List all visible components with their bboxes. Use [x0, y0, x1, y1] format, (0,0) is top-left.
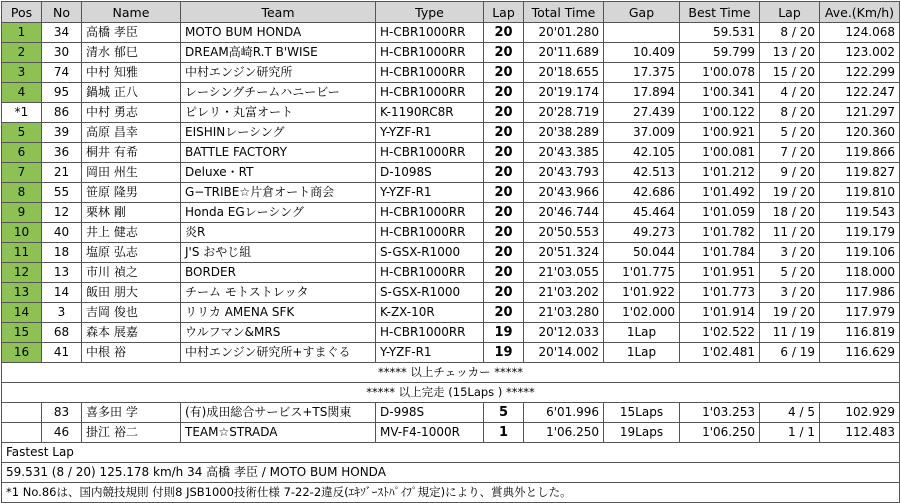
total-time-cell: 21'03.202 [524, 283, 604, 303]
rider-name-cell: 中村 知雅 [82, 63, 181, 83]
gap-cell: 50.044 [604, 243, 680, 263]
total-time-cell: 20'12.033 [524, 323, 604, 343]
rider-name-cell: 森本 展嘉 [82, 323, 181, 343]
pos-cell: 16 [2, 343, 42, 363]
header-best-time: Best Time [680, 2, 760, 23]
best-time-cell: 59.531 [680, 23, 760, 43]
fastest-lap-row [2, 463, 900, 483]
best-time-cell: 1'01.914 [680, 303, 760, 323]
laps-cell: 20 [484, 203, 524, 223]
machine-type-cell: H-CBR1000RR [376, 223, 484, 243]
rider-name-cell: 飯田 朋大 [82, 283, 181, 303]
pos-cell [2, 423, 42, 443]
machine-type-cell: Y-YZF-R1 [376, 343, 484, 363]
machine-type-cell: D-998S [376, 403, 484, 423]
table-row [2, 143, 900, 163]
gap-cell: 17.375 [604, 63, 680, 83]
laps-cell: 20 [484, 63, 524, 83]
fastest-lap-title-row [2, 443, 900, 463]
gap-cell: 45.464 [604, 203, 680, 223]
best-lap-cell: 19 / 20 [760, 303, 820, 323]
pos-cell: 4 [2, 83, 42, 103]
machine-type-cell: H-CBR1000RR [376, 43, 484, 63]
team-cell: Honda EGレーシング [181, 203, 376, 223]
header-pos: Pos [2, 2, 42, 23]
best-lap-cell: 4 / 20 [760, 83, 820, 103]
average-speed-cell: 117.979 [820, 303, 900, 323]
rider-name-cell: 高橋 孝臣 [82, 23, 181, 43]
average-speed-cell: 119.543 [820, 203, 900, 223]
laps-cell: 20 [484, 103, 524, 123]
table-row [2, 303, 900, 323]
best-lap-cell: 19 / 20 [760, 183, 820, 203]
gap-cell: 42.513 [604, 163, 680, 183]
table-row [2, 203, 900, 223]
rider-name-cell: 吉岡 俊也 [82, 303, 181, 323]
best-lap-cell: 15 / 20 [760, 63, 820, 83]
average-speed-cell: 112.483 [820, 423, 900, 443]
team-cell: ウルフマン&MRS [181, 323, 376, 343]
laps-cell: 20 [484, 123, 524, 143]
total-time-cell: 20'14.002 [524, 343, 604, 363]
table-row [2, 183, 900, 203]
laps-cell: 20 [484, 303, 524, 323]
rider-name-cell: 市川 禎之 [82, 263, 181, 283]
team-cell: Deluxe・RT [181, 163, 376, 183]
total-time-cell: 20'38.289 [524, 123, 604, 143]
gap-cell: 15Laps [604, 403, 680, 423]
team-cell: 炎R [181, 223, 376, 243]
best-lap-cell: 7 / 20 [760, 143, 820, 163]
table-row [2, 263, 900, 283]
pos-cell: 6 [2, 143, 42, 163]
average-speed-cell: 118.000 [820, 263, 900, 283]
best-time-cell: 1'01.492 [680, 183, 760, 203]
total-time-cell: 20'43.793 [524, 163, 604, 183]
gap-cell: 1'01.775 [604, 263, 680, 283]
best-lap-cell: 18 / 20 [760, 203, 820, 223]
average-speed-cell: 122.247 [820, 83, 900, 103]
laps-cell: 5 [484, 403, 524, 423]
table-row [2, 103, 900, 123]
best-lap-cell: 9 / 20 [760, 163, 820, 183]
team-cell: BATTLE FACTORY [181, 143, 376, 163]
header-gap: Gap [604, 2, 680, 23]
team-cell: 中村エンジン研究所 [181, 63, 376, 83]
table-row [2, 223, 900, 243]
total-time-cell: 20'43.385 [524, 143, 604, 163]
team-cell: BORDER [181, 263, 376, 283]
gap-cell: 1Lap [604, 323, 680, 343]
pos-cell: 2 [2, 43, 42, 63]
best-lap-cell: 3 / 20 [760, 283, 820, 303]
best-time-cell: 1'00.921 [680, 123, 760, 143]
checker-separator-row [2, 363, 900, 383]
finish-separator-row [2, 383, 900, 403]
machine-type-cell: H-CBR1000RR [376, 263, 484, 283]
gap-cell: 19Laps [604, 423, 680, 443]
best-time-cell: 1'01.773 [680, 283, 760, 303]
team-cell: チーム モトストレッタ [181, 283, 376, 303]
table-row [2, 243, 900, 263]
team-cell: J'S おやじ組 [181, 243, 376, 263]
header-best-lap: Lap [760, 2, 820, 23]
rider-name-cell: 中根 裕 [82, 343, 181, 363]
table-row [2, 323, 900, 343]
team-cell: DREAM高崎R.T B'WISE [181, 43, 376, 63]
best-lap-cell: 5 / 20 [760, 123, 820, 143]
footnote-row [2, 483, 900, 503]
best-lap-cell: 8 / 20 [760, 23, 820, 43]
header-team: Team [181, 2, 376, 23]
total-time-cell: 1'06.250 [524, 423, 604, 443]
number-cell: 46 [42, 423, 82, 443]
header-average-speed: Ave.(Km/h) [820, 2, 900, 23]
gap-cell: 1Lap [604, 343, 680, 363]
table-row [2, 83, 900, 103]
pos-cell: *1 [2, 103, 42, 123]
machine-type-cell: H-CBR1000RR [376, 203, 484, 223]
pos-cell: 13 [2, 283, 42, 303]
checker-separator: ***** 以上チェッカー ***** [2, 363, 900, 383]
table-row [2, 23, 900, 43]
rider-name-cell: 桐井 有希 [82, 143, 181, 163]
number-cell: 18 [42, 243, 82, 263]
machine-type-cell: S-GSX-R1000 [376, 283, 484, 303]
machine-type-cell: K-ZX-10R [376, 303, 484, 323]
header-row [2, 2, 900, 23]
average-speed-cell: 116.629 [820, 343, 900, 363]
best-lap-cell: 11 / 19 [760, 323, 820, 343]
gap-cell: 42.686 [604, 183, 680, 203]
rider-name-cell: 塩原 弘志 [82, 243, 181, 263]
best-lap-cell: 3 / 20 [760, 243, 820, 263]
laps-cell: 1 [484, 423, 524, 443]
pos-cell: 1 [2, 23, 42, 43]
best-time-cell: 1'01.782 [680, 223, 760, 243]
rider-name-cell: 清水 郁巳 [82, 43, 181, 63]
pos-cell: 8 [2, 183, 42, 203]
total-time-cell: 20'11.689 [524, 43, 604, 63]
best-time-cell: 1'01.784 [680, 243, 760, 263]
pos-cell: 15 [2, 323, 42, 343]
average-speed-cell: 116.819 [820, 323, 900, 343]
number-cell: 95 [42, 83, 82, 103]
pos-cell: 3 [2, 63, 42, 83]
laps-cell: 20 [484, 243, 524, 263]
number-cell: 13 [42, 263, 82, 283]
laps-cell: 19 [484, 323, 524, 343]
team-cell: ピレリ・丸富オート [181, 103, 376, 123]
table-row [2, 283, 900, 303]
total-time-cell: 6'01.996 [524, 403, 604, 423]
header-lap: Lap [484, 2, 524, 23]
total-time-cell: 20'01.280 [524, 23, 604, 43]
average-speed-cell: 120.360 [820, 123, 900, 143]
machine-type-cell: K-1190RC8R [376, 103, 484, 123]
pos-cell: 12 [2, 263, 42, 283]
best-time-cell: 1'00.081 [680, 143, 760, 163]
best-time-cell: 1'02.481 [680, 343, 760, 363]
rider-name-cell: 高原 昌幸 [82, 123, 181, 143]
best-time-cell: 1'01.059 [680, 203, 760, 223]
machine-type-cell: H-CBR1000RR [376, 323, 484, 343]
pos-cell: 14 [2, 303, 42, 323]
best-lap-cell: 4 / 5 [760, 403, 820, 423]
number-cell: 68 [42, 323, 82, 343]
rider-name-cell: 笹原 隆男 [82, 183, 181, 203]
number-cell: 55 [42, 183, 82, 203]
number-cell: 34 [42, 23, 82, 43]
number-cell: 14 [42, 283, 82, 303]
gap-cell: 49.273 [604, 223, 680, 243]
results-table [1, 1, 900, 503]
rider-name-cell: 喜多田 学 [82, 403, 181, 423]
pos-cell: 9 [2, 203, 42, 223]
laps-cell: 20 [484, 83, 524, 103]
number-cell: 86 [42, 103, 82, 123]
rider-name-cell: 掛江 裕二 [82, 423, 181, 443]
footnote: *1 No.86は、国内競技規則 付則8 JSB1000技術仕様 7-22-2違反(ｴｷｿﾞｰｽﾄﾊﾟｲﾌﾟ規定)により、賞典外とした。 [2, 483, 900, 503]
finish-separator: ***** 以上完走 (15Laps ) ***** [2, 383, 900, 403]
classified-results [2, 23, 900, 363]
average-speed-cell: 121.297 [820, 103, 900, 123]
pos-cell: 5 [2, 123, 42, 143]
total-time-cell: 20'51.324 [524, 243, 604, 263]
laps-cell: 20 [484, 283, 524, 303]
total-time-cell: 20'50.553 [524, 223, 604, 243]
header-total-time: Total Time [524, 2, 604, 23]
number-cell: 21 [42, 163, 82, 183]
pos-cell [2, 403, 42, 423]
gap-cell: 27.439 [604, 103, 680, 123]
team-cell: EISHINレーシング [181, 123, 376, 143]
best-time-cell: 1'01.212 [680, 163, 760, 183]
team-cell: MOTO BUM HONDA [181, 23, 376, 43]
team-cell: (有)成田総合サービス+TS関東 [181, 403, 376, 423]
best-lap-cell: 5 / 20 [760, 263, 820, 283]
team-cell: レーシングチームハニービー [181, 83, 376, 103]
total-time-cell: 20'43.966 [524, 183, 604, 203]
header-no: No [42, 2, 82, 23]
table-row [2, 163, 900, 183]
best-time-cell: 1'03.253 [680, 403, 760, 423]
number-cell: 40 [42, 223, 82, 243]
total-time-cell: 20'28.719 [524, 103, 604, 123]
machine-type-cell: H-CBR1000RR [376, 23, 484, 43]
fastest-lap-text: 59.531 (8 / 20) 125.178 km/h 34 高橋 孝臣 / MOTO BUM HONDA [2, 463, 900, 483]
best-time-cell: 1'00.341 [680, 83, 760, 103]
machine-type-cell: S-GSX-R1000 [376, 243, 484, 263]
machine-type-cell: H-CBR1000RR [376, 83, 484, 103]
gap-cell: 1'01.922 [604, 283, 680, 303]
rider-name-cell: 井上 健志 [82, 223, 181, 243]
gap-cell: 42.105 [604, 143, 680, 163]
pos-cell: 10 [2, 223, 42, 243]
laps-cell: 20 [484, 223, 524, 243]
best-lap-cell: 13 / 20 [760, 43, 820, 63]
team-cell: G−TRIBE☆片倉オート商会 [181, 183, 376, 203]
gap-cell: 17.894 [604, 83, 680, 103]
total-time-cell: 20'18.655 [524, 63, 604, 83]
best-time-cell: 59.799 [680, 43, 760, 63]
best-time-cell: 1'00.122 [680, 103, 760, 123]
pos-cell: 11 [2, 243, 42, 263]
laps-cell: 20 [484, 23, 524, 43]
laps-cell: 19 [484, 343, 524, 363]
unclassified-results [2, 403, 900, 443]
rider-name-cell: 鍋城 正八 [82, 83, 181, 103]
total-time-cell: 20'46.744 [524, 203, 604, 223]
team-cell: リリカ AMENA SFK [181, 303, 376, 323]
best-lap-cell: 11 / 20 [760, 223, 820, 243]
machine-type-cell: D-1098S [376, 163, 484, 183]
laps-cell: 20 [484, 163, 524, 183]
average-speed-cell: 119.179 [820, 223, 900, 243]
number-cell: 36 [42, 143, 82, 163]
number-cell: 39 [42, 123, 82, 143]
number-cell: 3 [42, 303, 82, 323]
best-lap-cell: 1 / 1 [760, 423, 820, 443]
average-speed-cell: 119.810 [820, 183, 900, 203]
table-row [2, 343, 900, 363]
table-row [2, 123, 900, 143]
rider-name-cell: 中村 勇志 [82, 103, 181, 123]
number-cell: 74 [42, 63, 82, 83]
average-speed-cell: 119.106 [820, 243, 900, 263]
average-speed-cell: 119.827 [820, 163, 900, 183]
machine-type-cell: H-CBR1000RR [376, 143, 484, 163]
average-speed-cell: 122.299 [820, 63, 900, 83]
best-lap-cell: 8 / 20 [760, 103, 820, 123]
average-speed-cell: 123.002 [820, 43, 900, 63]
table-row [2, 63, 900, 83]
gap-cell [604, 23, 680, 43]
team-cell: 中村エンジン研究所+すまぐる [181, 343, 376, 363]
rider-name-cell: 栗林 剛 [82, 203, 181, 223]
average-speed-cell: 124.068 [820, 23, 900, 43]
table-row [2, 43, 900, 63]
header-type: Type [376, 2, 484, 23]
laps-cell: 20 [484, 143, 524, 163]
average-speed-cell: 102.929 [820, 403, 900, 423]
laps-cell: 20 [484, 183, 524, 203]
fastest-lap-title: Fastest Lap [2, 443, 900, 463]
total-time-cell: 20'19.174 [524, 83, 604, 103]
best-time-cell: 1'02.522 [680, 323, 760, 343]
best-time-cell: 1'00.078 [680, 63, 760, 83]
machine-type-cell: H-CBR1000RR [376, 63, 484, 83]
laps-cell: 20 [484, 263, 524, 283]
machine-type-cell: Y-YZF-R1 [376, 183, 484, 203]
number-cell: 83 [42, 403, 82, 423]
gap-cell: 1'02.000 [604, 303, 680, 323]
total-time-cell: 21'03.280 [524, 303, 604, 323]
best-time-cell: 1'01.951 [680, 263, 760, 283]
machine-type-cell: MV-F4-1000R [376, 423, 484, 443]
laps-cell: 20 [484, 43, 524, 63]
gap-cell: 10.409 [604, 43, 680, 63]
number-cell: 30 [42, 43, 82, 63]
rider-name-cell: 岡田 州生 [82, 163, 181, 183]
best-time-cell: 1'06.250 [680, 423, 760, 443]
number-cell: 41 [42, 343, 82, 363]
average-speed-cell: 117.986 [820, 283, 900, 303]
header-name: Name [82, 2, 181, 23]
pos-cell: 7 [2, 163, 42, 183]
best-lap-cell: 6 / 19 [760, 343, 820, 363]
team-cell: TEAM☆STRADA [181, 423, 376, 443]
gap-cell: 37.009 [604, 123, 680, 143]
average-speed-cell: 119.866 [820, 143, 900, 163]
table-row [2, 423, 900, 443]
machine-type-cell: Y-YZF-R1 [376, 123, 484, 143]
table-row [2, 403, 900, 423]
total-time-cell: 21'03.055 [524, 263, 604, 283]
number-cell: 12 [42, 203, 82, 223]
